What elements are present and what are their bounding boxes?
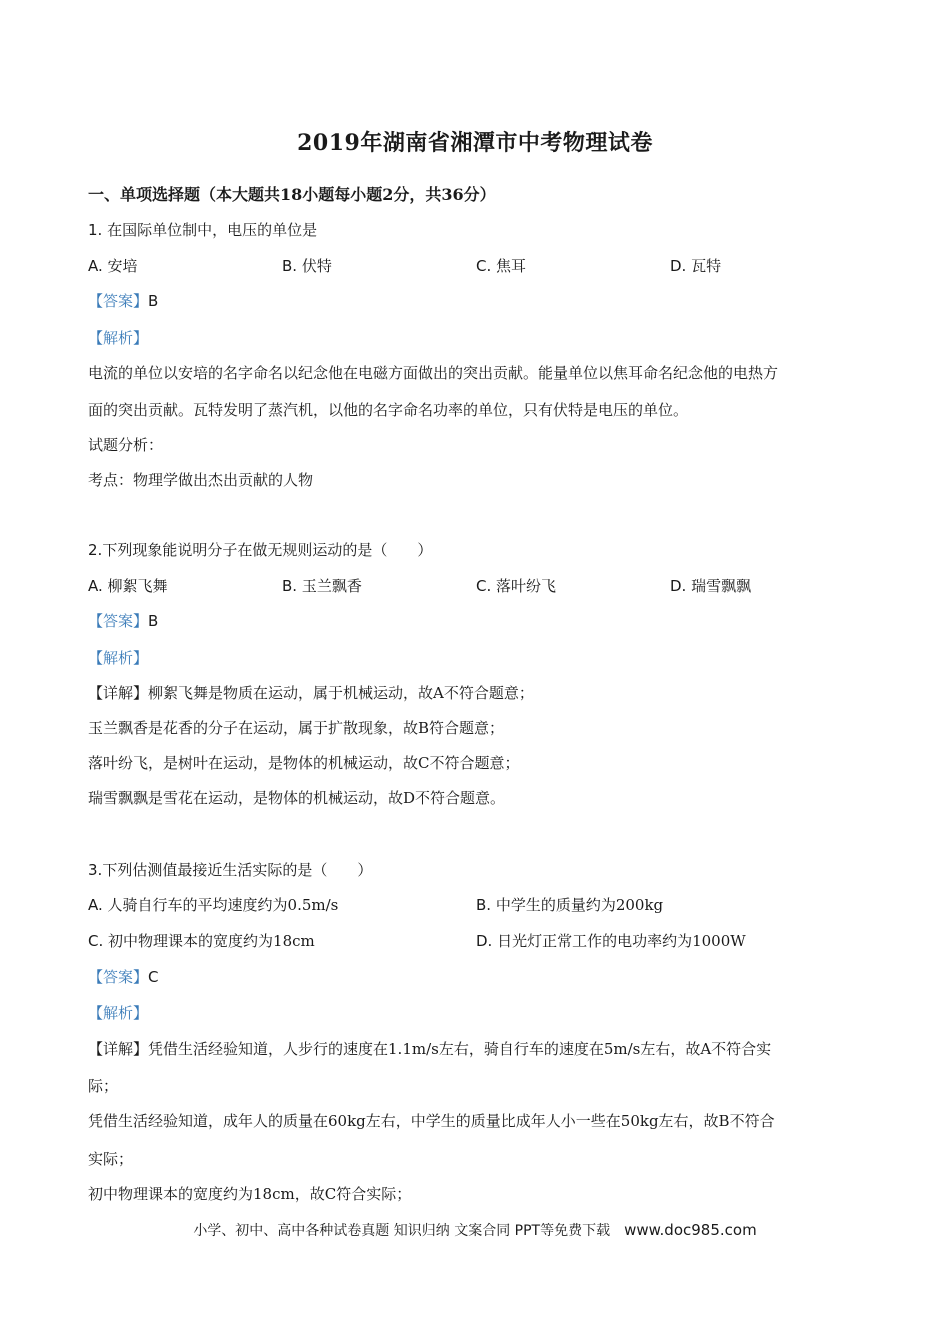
q1-option-a: A. 安培	[88, 257, 138, 275]
q1-answer: 【答案】B	[88, 292, 159, 310]
footer-site-link[interactable]: www.doc985.com	[624, 1221, 757, 1239]
q2-analysis-line: 【详解】柳絮飞舞是物质在运动，属于机械运动，故A不符合题意；	[88, 684, 534, 702]
q3-analysis-line: 实际；	[88, 1150, 134, 1168]
q1-analysis-line: 试题分析：	[88, 436, 164, 454]
question-3-stem: 3.下列估测值最接近生活实际的是（ ）	[88, 861, 373, 879]
q2-analysis-line: 落叶纷飞，是树叶在运动，是物体的机械运动，故C不符合题意；	[88, 754, 520, 772]
q2-option-b: B. 玉兰飘香	[282, 577, 362, 595]
question-2-stem: 2.下列现象能说明分子在做无规则运动的是（ ）	[88, 541, 433, 559]
q3-option-b: B. 中学生的质量约为200kg	[476, 896, 664, 914]
q2-analysis-line: 玉兰飘香是花香的分子在运动，属于扩散现象，故B符合题意；	[88, 719, 505, 737]
footer-text: 小学、初中、高中各种试卷真题 知识归纳 文案合同 PPT等免费下载	[193, 1223, 611, 1239]
q2-analysis-label: 【解析】	[88, 649, 149, 667]
q2-answer: 【答案】B	[88, 612, 159, 630]
q3-analysis-line: 【详解】凭借生活经验知道，人步行的速度在1.1m/s左右，骑自行车的速度在5m/s左右，故A不符合实	[88, 1040, 772, 1058]
q2-analysis-line: 瑞雪飘飘是雪花在运动，是物体的机械运动，故D不符合题意。	[88, 789, 506, 807]
q1-analysis-line: 考点：物理学做出杰出贡献的人物	[88, 471, 314, 489]
q1-option-b: B. 伏特	[282, 257, 332, 275]
q3-option-d: D. 日光灯正常工作的电功率约为1000W	[476, 932, 746, 950]
page-title: 2019年湖南省湘潭市中考物理试卷	[297, 130, 653, 156]
q3-analysis-line: 凭借生活经验知道，成年人的质量在60kg左右，中学生的质量比成年人小一些在50kg左右，故B不符合	[88, 1112, 775, 1130]
section-heading: 一、单项选择题（本大题共18小题每小题2分，共36分）	[88, 185, 496, 204]
q1-analysis-line: 面的突出贡献。瓦特发明了蒸汽机，以他的名字命名功率的单位，只有伏特是电压的单位。	[88, 401, 689, 419]
q2-option-c: C. 落叶纷飞	[476, 577, 557, 595]
q3-answer: 【答案】C	[88, 968, 159, 986]
q3-analysis-label: 【解析】	[88, 1004, 149, 1022]
q3-option-c: C. 初中物理课本的宽度约为18cm	[88, 932, 315, 950]
q3-analysis-line: 际；	[88, 1077, 119, 1095]
q3-option-a: A. 人骑自行车的平均速度约为0.5m/s	[88, 896, 339, 914]
q2-option-d: D. 瑞雪飘飘	[670, 577, 752, 595]
q1-analysis-label: 【解析】	[88, 329, 149, 347]
q1-option-c: C. 焦耳	[476, 257, 527, 275]
question-1-stem: 1. 在国际单位制中，电压的单位是	[88, 221, 318, 239]
q2-option-a: A. 柳絮飞舞	[88, 577, 168, 595]
page-footer	[0, 1220, 950, 1240]
q1-option-d: D. 瓦特	[670, 257, 722, 275]
q3-analysis-line: 初中物理课本的宽度约为18cm，故C符合实际；	[88, 1185, 412, 1203]
q1-analysis-line: 电流的单位以安培的名字命名以纪念他在电磁方面做出的突出贡献。能量单位以焦耳命名纪念他的电热方	[88, 364, 779, 382]
